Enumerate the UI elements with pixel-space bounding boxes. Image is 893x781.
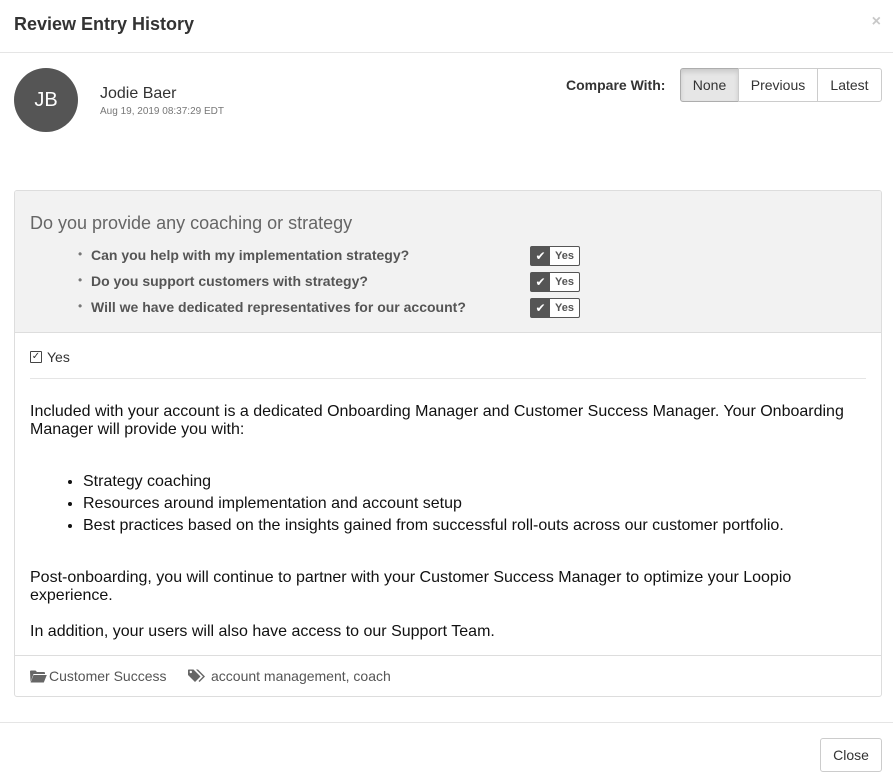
answer-body xyxy=(30,403,866,641)
answer-checkbox-row xyxy=(30,349,70,365)
modal-header xyxy=(0,0,893,53)
user-name: Jodie Baer xyxy=(100,85,177,102)
toggle-label: Yes xyxy=(555,276,574,288)
compare-button-group xyxy=(680,68,882,102)
close-button[interactable]: Close xyxy=(820,738,882,772)
alternate-question-row xyxy=(15,245,881,271)
list-item: • Strategy coaching xyxy=(83,471,866,493)
folder-icon xyxy=(30,670,47,683)
toggle-label: Yes xyxy=(555,302,574,314)
bullet: • xyxy=(78,273,83,287)
category xyxy=(30,668,166,684)
question-title: Do you provide any coaching or strategy xyxy=(30,213,353,233)
entry-footer xyxy=(15,655,881,696)
modal-footer-divider xyxy=(0,722,893,723)
alternate-question-row xyxy=(15,297,881,323)
avatar: JB xyxy=(14,68,78,132)
close-icon[interactable]: × xyxy=(871,13,881,30)
checked-box-icon: ✓ xyxy=(31,351,41,362)
modal-title: Review Entry History xyxy=(14,14,195,34)
tags xyxy=(188,668,391,684)
bullet: • xyxy=(78,299,83,313)
compare-with-label: Compare With: xyxy=(566,77,666,93)
entry-timestamp: Aug 19, 2019 08:37:29 EDT xyxy=(100,106,224,117)
tags-label: account management, coach xyxy=(211,668,391,684)
check-icon: ✔ xyxy=(531,299,550,317)
answer-bullet-list xyxy=(83,471,866,537)
bullet: • xyxy=(78,247,83,261)
tags-icon xyxy=(188,669,206,683)
entry-panel xyxy=(14,190,882,697)
alternate-question-text: Will we have dedicated representatives for our account? xyxy=(91,299,466,315)
answer-paragraph: Included with your account is a dedicated Onboarding Manager and Customer Success Manager. Your Onboarding Manager will provide you with: xyxy=(30,403,844,438)
answer-paragraph: In addition, your users will also have access to our Support Team. xyxy=(30,623,495,640)
alternate-question-toggle[interactable] xyxy=(530,272,580,292)
list-item: • Resources around implementation and account setup xyxy=(83,493,866,515)
alternate-question-row xyxy=(15,271,881,297)
alternate-question-toggle[interactable] xyxy=(530,246,580,266)
compare-previous-button[interactable]: Previous xyxy=(738,68,818,102)
question-header xyxy=(15,191,881,333)
compare-latest-button[interactable]: Latest xyxy=(817,68,882,102)
alternate-question-text: Can you help with my implementation strategy? xyxy=(91,247,410,263)
alternate-question-toggle[interactable] xyxy=(530,298,580,318)
alternate-questions-list xyxy=(15,245,881,323)
check-icon: ✔ xyxy=(531,273,550,291)
list-item: • Best practices based on the insights gained from successful roll-outs across our customer portfolio. xyxy=(83,515,866,537)
answer-paragraph: Post-onboarding, you will continue to partner with your Customer Success Manager to optimize your Loopio experience. xyxy=(30,569,792,604)
toggle-label: Yes xyxy=(555,250,574,262)
check-icon: ✔ xyxy=(531,247,550,265)
answer-checkbox-label: Yes xyxy=(47,349,70,365)
category-label: Customer Success xyxy=(49,668,167,684)
compare-none-button[interactable]: None xyxy=(680,68,739,102)
divider xyxy=(30,378,866,379)
alternate-question-text: Do you support customers with strategy? xyxy=(91,273,368,289)
